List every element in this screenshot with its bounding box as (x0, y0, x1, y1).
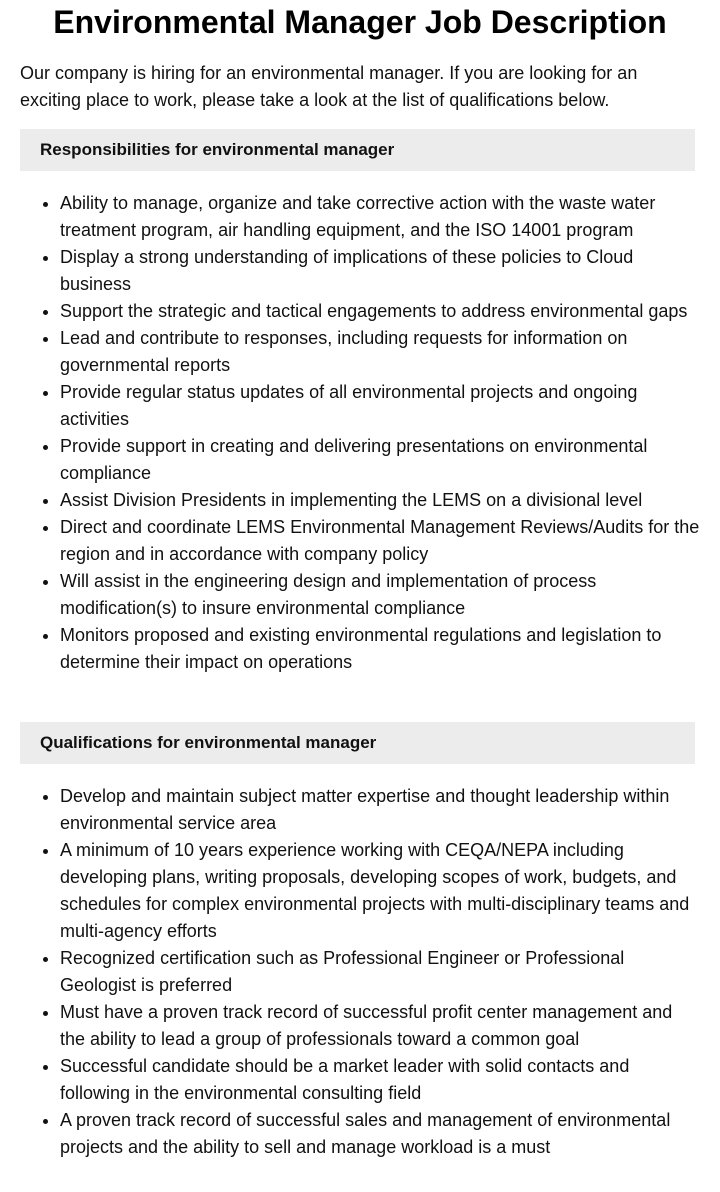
list-item: • Direct and coordinate LEMS Environmental Management Reviews/Audits for the region and in accordance with company policy (60, 514, 700, 568)
responsibilities-heading: Responsibilities for environmental manager (20, 129, 695, 171)
list-item: • Must have a proven track record of successful profit center management and the ability to lead a group of professionals toward a common goal (60, 999, 700, 1053)
list-item: • Provide regular status updates of all environmental projects and ongoing activities (60, 379, 700, 433)
list-item: • A minimum of 10 years experience working with CEQA/NEPA including developing plans, writing proposals, developing scopes of work, budgets, and schedules for complex environmental projects with multi-disciplinary teams and multi-agency efforts (60, 837, 700, 945)
page-title: Environmental Manager Job Description (53, 4, 667, 40)
list-item: • Ability to manage, organize and take corrective action with the waste water treatment program, air handling equipment, and the ISO 14001 program (60, 190, 700, 244)
qualifications-heading: Qualifications for environmental manager (20, 722, 695, 764)
responsibilities-list (20, 190, 700, 676)
list-item: • Monitors proposed and existing environmental regulations and legislation to determine their impact on operations (60, 622, 700, 676)
list-item: • Assist Division Presidents in implementing the LEMS on a divisional level (60, 487, 700, 514)
list-item: • Recognized certification such as Professional Engineer or Professional Geologist is preferred (60, 945, 700, 999)
list-item: • Lead and contribute to responses, including requests for information on governmental reports (60, 325, 700, 379)
list-item: • Display a strong understanding of implications of these policies to Cloud business (60, 244, 700, 298)
list-item: • Develop and maintain subject matter expertise and thought leadership within environmental service area (60, 783, 700, 837)
list-item: • A proven track record of successful sales and management of environmental projects and the ability to sell and manage workload is a must (60, 1107, 700, 1161)
list-item: • Successful candidate should be a market leader with solid contacts and following in the environmental consulting field (60, 1053, 700, 1107)
list-item: • Will assist in the engineering design and implementation of process modification(s) to insure environmental compliance (60, 568, 700, 622)
qualifications-list (20, 783, 700, 1161)
intro-paragraph: Our company is hiring for an environmental manager. If you are looking for an exciting place to work, please take a look at the list of qualifications below. (20, 63, 638, 110)
list-item: • Provide support in creating and delivering presentations on environmental compliance (60, 433, 700, 487)
list-item: • Support the strategic and tactical engagements to address environmental gaps (60, 298, 700, 325)
